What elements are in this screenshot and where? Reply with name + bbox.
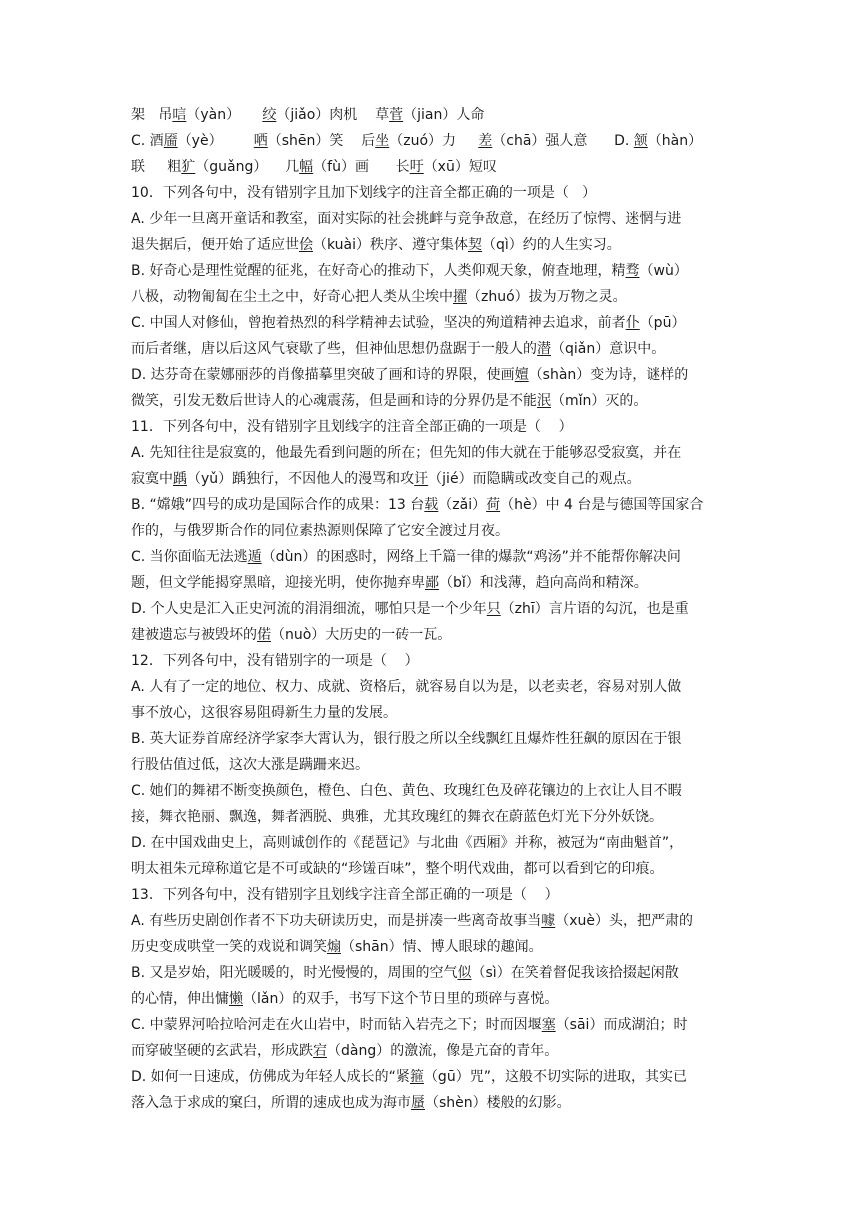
underlined-character: 宕 [313,1043,327,1059]
underlined-character: 懒 [229,991,243,1007]
text-segment: 作的，与俄罗斯合作的同位素热源则保障了它安全渡过月夜。 [131,523,509,539]
text-segment: （shàn）变为诗，谜样的 [528,367,689,383]
text-line [131,804,731,830]
text-segment: A. 有些历史剧创作者不下功夫研读历史，而是拼凑一些离奇故事当 [131,913,542,929]
underlined-character: 蜃 [411,1095,425,1111]
underlined-character: 遁 [247,549,262,565]
text-segment: （shèn）楼般的幻影。 [425,1095,571,1111]
text-line [131,284,731,310]
text-segment: C. 她们的舞裙不断变换颜色，橙色、白色、黄色、玫瑰红色及碎花镶边的上衣让人目不暇 [131,783,682,799]
underlined-character: 菅 [389,107,404,123]
text-segment: B. “嫦娥”四号的成功是国际合作的成果：13 台 [131,497,425,513]
text-segment: （fù）画 长 [313,159,410,175]
text-line [131,726,731,752]
text-line [131,102,731,128]
text-segment: （hàn） [647,133,703,149]
text-segment: 11．下列各句中，没有错别字且划线字的注音全部正确的一项是（ ） [131,419,573,435]
underlined-character: 唁 [172,107,187,123]
text-segment: （wù） [639,263,688,279]
text-line [131,622,731,648]
underlined-character: 只 [486,601,501,617]
text-line [131,232,731,258]
text-segment: 而后者继，唐以后这风气衰歇了些，但神仙思想仍盘踞于一般人的 [131,341,537,357]
text-line [131,154,731,180]
underlined-character: 哂 [253,133,268,149]
text-line [131,206,731,232]
text-segment: 八极，动物匍匐在尘土之中，好奇心把人类从尘埃中 [131,289,453,305]
question-text-body [131,102,731,1116]
text-line [131,440,731,466]
underlined-character: 鄙 [425,575,439,591]
text-segment: （lǎn）的双手，书写下这个节日里的琐碎与喜悦。 [243,991,559,1007]
underlined-character: 颔 [633,133,648,149]
text-segment: （chā）强人意 D. [492,133,634,149]
text-segment: 而穿破坚硬的玄武岩，形成跌 [131,1043,313,1059]
underlined-character: 踽 [173,471,187,487]
text-line [131,648,731,674]
underlined-character: 擢 [453,289,467,305]
text-segment: B. 好奇心是理性觉醒的征兆，在好奇心的推动下，人类仰观天象，俯查地理，精 [131,263,626,279]
text-segment: 行股估值过低，这次大涨是蹒跚来迟。 [131,757,369,773]
text-segment: （zuó）力 [389,133,479,149]
text-line [131,466,731,492]
text-line [131,570,731,596]
text-segment: （gū）咒”，这般不切实际的进取，其实已 [423,1069,687,1085]
text-line [131,674,731,700]
text-segment: 接，舞衣艳丽、飘逸，舞者洒脱、典雅，尤其玫瑰红的舞衣在蔚蓝色灯光下分外妖饶。 [131,809,663,825]
text-line [131,986,731,1012]
text-segment: A. 少年一旦离开童话和教室，面对实际的社会挑衅与竞争敌意，在经历了惊愕、迷惘与进 [131,211,682,227]
underlined-character: 吁 [409,159,424,175]
text-segment: （jiǎo）肉机 草 [276,107,390,123]
text-segment: 落入急于求成的窠臼，所谓的速成也成为海市 [131,1095,411,1111]
underlined-character: 讦 [414,471,429,487]
text-line [131,388,731,414]
underlined-character: 绞 [262,107,277,123]
text-segment: （hè）中 4 台是与德国等国家合 [500,497,704,513]
text-segment: C. 中蒙界河哈拉哈河走在火山岩中，时而钻入岩壳之下；时而因堰 [131,1017,542,1033]
underlined-character: 载 [424,497,439,513]
text-segment: （zǎi） [438,497,487,513]
text-line [131,336,731,362]
text-line [131,414,731,440]
text-segment: （shān）情、博人眼球的趣闻。 [341,939,543,955]
underlined-character: 箍 [409,1069,424,1085]
underlined-character: 泯 [537,393,551,409]
underlined-character: 煽 [327,939,341,955]
text-segment: （mǐn）灭的。 [551,393,648,409]
text-segment: 明太祖朱元璋称道它是不可或缺的“珍馐百味”，整个明代戏曲，都可以看到它的印痕。 [131,861,664,877]
text-segment: C. 酒 [131,133,164,149]
underlined-character: 坐 [375,133,390,149]
underlined-character: 契 [468,237,483,253]
text-segment: 题，但文学能揭穿黑暗，迎接光明，使你抛弃卑 [131,575,425,591]
text-segment: （shēn）笑 后 [267,133,376,149]
underlined-character: 潜 [537,341,551,357]
text-line [131,752,731,778]
text-line [131,830,731,856]
text-line [131,960,731,986]
text-segment: 历史变成哄堂一笑的戏说和调笑 [131,939,327,955]
text-line [131,778,731,804]
text-segment: B. 又是岁始，阳光暖暖的，时光慢慢的，周围的空气 [131,965,458,981]
text-line [131,882,731,908]
text-line [131,544,731,570]
underlined-character: 仆 [625,315,640,331]
text-line [131,492,731,518]
text-line [131,1038,731,1064]
text-segment: C. 当你面临无法逃 [131,549,248,565]
text-segment: D. 在中国戏曲史上，高则诚创作的《琵琶记》与北曲《西厢》并称，被冠为“南曲魁首”， [131,835,684,851]
text-segment: （qiǎn）意识中。 [551,341,666,357]
text-segment: （yàn） [186,107,263,123]
text-segment: 联 粗 [131,159,182,175]
text-segment: 架 吊 [131,107,173,123]
underlined-character: 犷 [181,159,196,175]
text-line [131,1064,731,1090]
text-segment: （zhuó）拔为万物之灵。 [467,289,627,305]
text-segment: （dùn）的困惑时，网络上千篇一律的爆款“鸡汤”并不能帮你解决问 [261,549,681,565]
text-segment: （sāi）而成湖泊；时 [555,1017,688,1033]
text-segment: （qì）约的人生实习。 [482,237,621,253]
underlined-character: 差 [478,133,493,149]
underlined-character: 塞 [541,1017,556,1033]
text-line [131,1012,731,1038]
underlined-character: 噱 [541,913,556,929]
text-segment: （sì）在笑着督促我该拾掇起闲散 [471,965,679,981]
text-segment: 建被遗忘与被毁坏的 [131,627,257,643]
text-segment: （dàng）的激流，像是亢奋的青年。 [327,1043,559,1059]
text-segment: 的心情，伸出慵 [131,991,229,1007]
underlined-character: 靥 [163,133,178,149]
text-line [131,180,731,206]
text-line [131,1090,731,1116]
text-segment: 事不放心，这很容易阻碍新生力量的发展。 [131,705,397,721]
text-line [131,856,731,882]
underlined-character: 嬗 [514,367,529,383]
underlined-character: 侩 [299,237,313,253]
text-segment: （guǎng） 几 [195,159,300,175]
text-line [131,908,731,934]
text-line [131,310,731,336]
text-segment: （zhī）言片语的勾沉，也是重 [500,601,689,617]
text-segment: （xuè）头，把严肃的 [555,913,694,929]
text-segment: （yǔ）踽独行，不因他人的漫骂和攻 [187,471,415,487]
text-segment: （bǐ）和浅薄，趋向高尚和精深。 [439,575,648,591]
text-segment: （jian）人命 [403,107,485,123]
text-segment: 寂寞中 [131,471,173,487]
text-segment: （kuài）秩序、遵守集体 [313,237,469,253]
underlined-character: 幅 [299,159,314,175]
text-segment: （jié）而隐瞒或改变自己的观点。 [428,471,641,487]
text-segment: 10．下列各句中，没有错别字且加下划线字的注音全都正确的一项是（ ） [131,185,597,201]
text-segment: （pū） [639,315,686,331]
text-segment: 13．下列各句中，没有错别字且划线字注音全部正确的一项是（ ） [131,887,559,903]
text-line [131,362,731,388]
underlined-character: 荷 [486,497,501,513]
text-segment: 退失据后，便开始了适应世 [131,237,299,253]
text-segment: （nuò）大历史的一砖一瓦。 [271,627,452,643]
text-segment: D. 达芬奇在蒙娜丽莎的肖像描摹里突破了画和诗的界限，使画 [131,367,515,383]
text-segment: （yè） [177,133,254,149]
underlined-character: 偌 [257,627,271,643]
text-line [131,934,731,960]
text-segment: 12．下列各句中，没有错别字的一项是（ ） [131,653,419,669]
underlined-character: 似 [457,965,472,981]
text-segment: A. 人有了一定的地位、权力、成就、资格后，就容易自以为是，以老卖老，容易对别人做 [131,679,682,695]
text-segment: D. 如何一日速成，仿佛成为年轻人成长的“紧 [131,1069,410,1085]
text-line [131,258,731,284]
text-segment: （xū）短叹 [423,159,497,175]
text-segment: C. 中国人对修仙，曾抱着热烈的科学精神去试验，坚决的殉道精神去追求，前者 [131,315,626,331]
text-line [131,596,731,622]
text-line [131,128,731,154]
underlined-character: 骛 [625,263,640,279]
text-segment: 微笑，引发无数后世诗人的心魂震荡，但是画和诗的分界仍是不能 [131,393,537,409]
text-line [131,518,731,544]
text-segment: A. 先知往往是寂寞的，他最先看到问题的所在；但先知的伟大就在于能够忍受寂寞，并在 [131,445,682,461]
text-segment: B. 英大证券首席经济学家李大霄认为，银行股之所以全线飘红且爆炸性狂飙的原因在于银 [131,731,682,747]
text-segment: D. 个人史是汇入正史河流的涓涓细流，哪怕只是一个少年 [131,601,487,617]
text-line [131,700,731,726]
